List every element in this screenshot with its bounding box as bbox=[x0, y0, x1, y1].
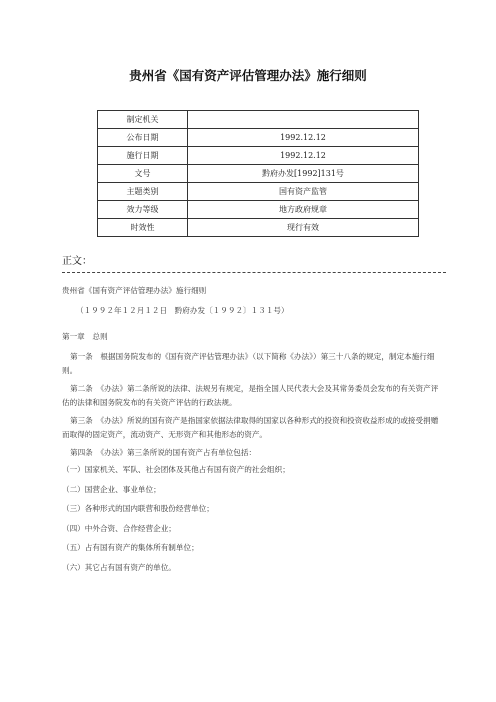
table-row bbox=[98, 129, 419, 147]
list-item: （三）各种形式的国内联营和股份经营单位； bbox=[62, 504, 214, 513]
meta-value: 黔府办发[1992]131号 bbox=[188, 165, 419, 183]
list-item: （一）国家机关、军队、社会团体及其他占有国有资产的社会组织； bbox=[62, 465, 290, 474]
table-row bbox=[98, 147, 419, 165]
body-heading: 正文： bbox=[62, 256, 92, 267]
meta-label: 主题类别 bbox=[98, 183, 188, 201]
meta-label: 制定机关 bbox=[98, 111, 188, 129]
table-row bbox=[98, 165, 419, 183]
meta-value bbox=[188, 111, 419, 129]
meta-label: 文号 bbox=[98, 165, 188, 183]
meta-label: 时效性 bbox=[98, 219, 188, 237]
divider bbox=[62, 272, 446, 273]
meta-value: 国有资产监管 bbox=[188, 183, 419, 201]
doc-title-line: 贵州省《国有资产评估管理办法》施行细则 bbox=[62, 286, 207, 295]
doc-date-line: （１９９２年１２月１２日 黔府办发〔１９９２〕１３１号） bbox=[76, 305, 289, 315]
meta-value: 现行有效 bbox=[188, 219, 419, 237]
table-row bbox=[98, 111, 419, 129]
document-body bbox=[62, 284, 442, 575]
article-paragraph: 第二条 《办法》第二条所说的法律、法规另有规定，是指全国人民代表大会及其常务委员会发布的有关资产评估的法律和国务院发布的有关资产评估的行政法规。 bbox=[62, 383, 439, 407]
table-row bbox=[98, 219, 419, 237]
article-paragraph: 第四条 《办法》第三条所说的国有资产占有单位包括： bbox=[70, 447, 257, 457]
article-paragraph: 第三条 《办法》所说的国有资产是指国家依据法律取得的国家以各种形式的投资和投资收益形成的或接受捐赠而取得的固定资产，流动资产、无形资产和其他形态的资产。 bbox=[62, 415, 439, 439]
meta-label: 施行日期 bbox=[98, 147, 188, 165]
list-item: （六）其它占有国有资产的单位。 bbox=[62, 562, 176, 572]
meta-value: 地方政府规章 bbox=[188, 201, 419, 219]
chapter-heading: 第一章 总则 bbox=[62, 332, 108, 341]
metadata-table bbox=[97, 110, 419, 237]
list-item: （五）占有国有资产的集体所有制单位； bbox=[62, 543, 199, 552]
table-row bbox=[98, 201, 419, 219]
meta-label: 效力等级 bbox=[98, 201, 188, 219]
meta-value: 1992.12.12 bbox=[188, 129, 419, 147]
list-item: （二）国营企业、事业单位； bbox=[62, 484, 161, 494]
meta-label: 公布日期 bbox=[98, 129, 188, 147]
table-row bbox=[98, 183, 419, 201]
meta-value: 1992.12.12 bbox=[188, 147, 419, 165]
article-paragraph: 第一条 根据国务院发布的《国有资产评估管理办法》（以下简称《办法》）第三十八条的规定，制定本施行细则。 bbox=[62, 351, 435, 375]
document-title: 贵州省《国有资产评估管理办法》施行细则 bbox=[129, 68, 367, 83]
list-item: （四）中外合资、合作经营企业； bbox=[62, 523, 176, 533]
